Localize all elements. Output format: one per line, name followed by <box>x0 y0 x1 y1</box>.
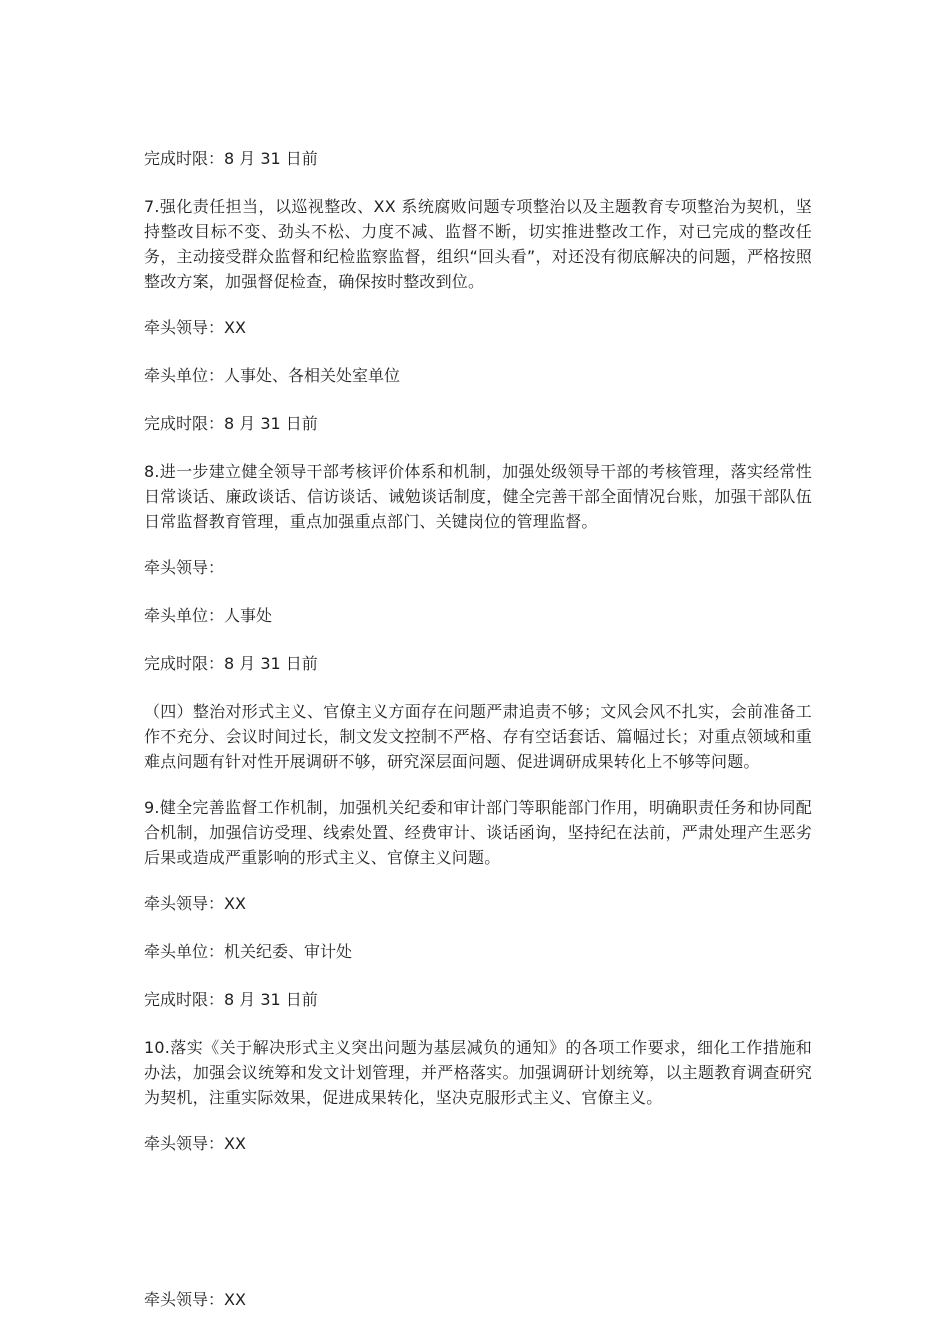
lead-leader-field: 牵头领导：XX <box>144 1134 246 1153</box>
item-8-paragraph: 8.进一步建立健全领导干部考核评价体系和机制，加强处级领导干部的考核管理，落实经常性日常谈话、廉政谈话、信访谈话、诫勉谈话制度，健全完善干部全面情况台账，加强干部队伍日常监督教育管理，重点加强重点部门、关键岗位的管理监督。 <box>144 462 812 531</box>
item-7-paragraph: 7.强化责任担当，以巡视整改、XX 系统腐败问题专项整治以及主题教育专项整治为契机，坚持整改目标不变、劲头不松、力度不减、监督不断，切实推进整改工作，对已完成的整改任务，主动接受群众监督和纪检监察监督，组织“回头看”，对还没有彻底解决的问题，严格按照整改方案，加强督促检查，确保按时整改到位。 <box>144 197 812 291</box>
lead-unit-field: 牵头单位：机关纪委、审计处 <box>144 942 353 961</box>
deadline-field: 完成时限：8 月 31 日前 <box>144 414 318 433</box>
deadline-field: 完成时限：8 月 31 日前 <box>144 654 318 673</box>
item-10-paragraph: 10.落实《关于解决形式主义突出问题为基层减负的通知》的各项工作要求，细化工作措施和办法，加强会议统筹和发文计划管理，并严格落实。加强调研计划统筹，以主题教育调查研究为契机，注重实际效果，促进成果转化，坚决克服形式主义、官僚主义。 <box>144 1038 812 1107</box>
lead-leader-field: 牵头领导：XX <box>144 894 246 913</box>
item-9-paragraph: 9.健全完善监督工作机制，加强机关纪委和审计部门等职能部门作用，明确职责任务和协同配合机制，加强信访受理、线索处置、经费审计、谈话函询，坚持纪在法前，严肃处理产生恶劣后果或造成严重影响的形式主义、官僚主义问题。 <box>144 798 812 867</box>
deadline-field: 完成时限：8 月 31 日前 <box>144 149 318 168</box>
document-body <box>144 146 812 1179</box>
footer-lead-leader-field: 牵头领导：XX <box>144 1290 246 1309</box>
section-4-heading-paragraph: （四）整治对形式主义、官僚主义方面存在问题严肃追责不够；文风会风不扎实，会前准备工作不充分、会议时间过长，制文发文控制不严格、存有空话套话、篇幅过长；对重点领域和重难点问题有针对性开展调研不够，研究深层面问题、促进调研成果转化上不够等问题。 <box>144 702 812 771</box>
deadline-field: 完成时限：8 月 31 日前 <box>144 990 318 1009</box>
lead-leader-field: 牵头领导： <box>144 558 225 577</box>
lead-leader-field: 牵头领导：XX <box>144 318 246 337</box>
lead-unit-field: 牵头单位：人事处 <box>144 606 273 625</box>
lead-unit-field: 牵头单位：人事处、各相关处室单位 <box>144 366 401 385</box>
